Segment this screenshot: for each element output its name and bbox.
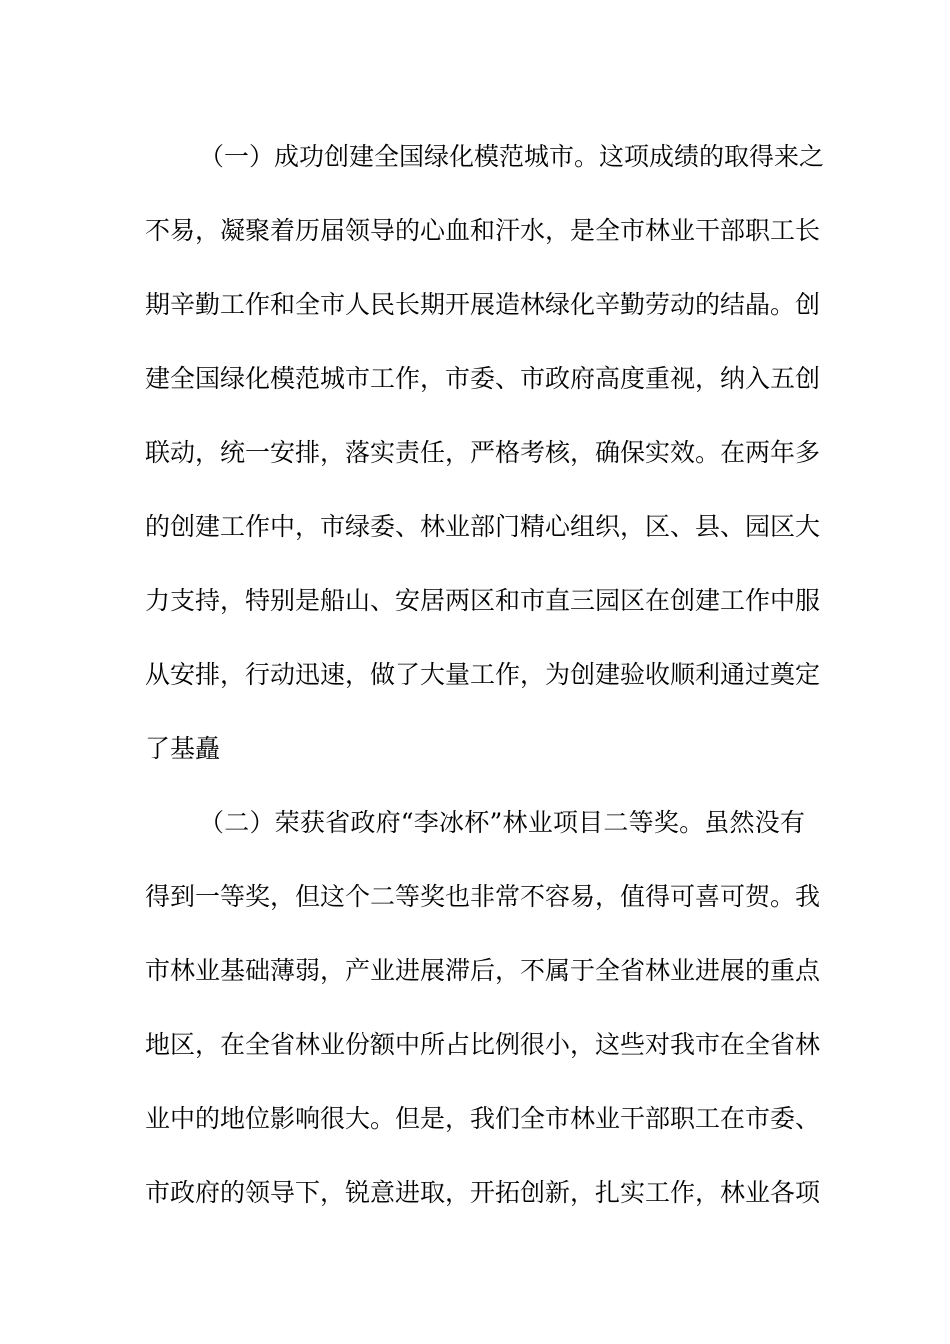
document-page	[145, 120, 825, 1230]
paragraph-line: 业中的地位影响很大。但是，我们全市林业干部职工在市委、	[145, 1104, 821, 1133]
paragraph-2	[145, 786, 821, 1230]
paragraph-1	[145, 120, 825, 786]
paragraph-line: 联动，统一安排，落实责任，严格考核，确保实效。在两年多	[145, 438, 821, 467]
paragraph-line: 得到一等奖，但这个二等奖也非常不容易，值得可喜可贺。我	[145, 882, 821, 911]
paragraph-line: 地区，在全省林业份额中所占比例很小，这些对我市在全省林	[145, 1030, 821, 1059]
paragraph-line: （一）成功创建全国绿化模范城市。这项成绩的取得来之	[199, 142, 825, 171]
paragraph-line: 力支持，特别是船山、安居两区和市直三园区在创建工作中服	[145, 586, 821, 615]
paragraph-line: 从安排，行动迅速，做了大量工作，为创建验收顺利通过奠定	[145, 660, 821, 689]
paragraph-line: 期辛勤工作和全市人民长期开展造林绿化辛勤劳动的结晶。创	[145, 290, 821, 319]
paragraph-line: 市林业基础薄弱，产业进展滞后，不属于全省林业进展的重点	[145, 956, 821, 985]
paragraph-line: 不易，凝聚着历届领导的心血和汗水，是全市林业干部职工长	[145, 216, 821, 245]
paragraph-line: 市政府的领导下，锐意进取，开拓创新，扎实工作，林业各项	[145, 1178, 821, 1207]
paragraph-line: 建全国绿化模范城市工作，市委、市政府高度重视，纳入五创	[145, 364, 821, 393]
paragraph-line: 了基矗	[145, 734, 221, 763]
paragraph-line: 的创建工作中，市绿委、林业部门精心组织，区、县、园区大	[145, 512, 821, 541]
paragraph-line: （二）荣获省政府“李冰杯”林业项目二等奖。虽然没有	[199, 808, 805, 837]
